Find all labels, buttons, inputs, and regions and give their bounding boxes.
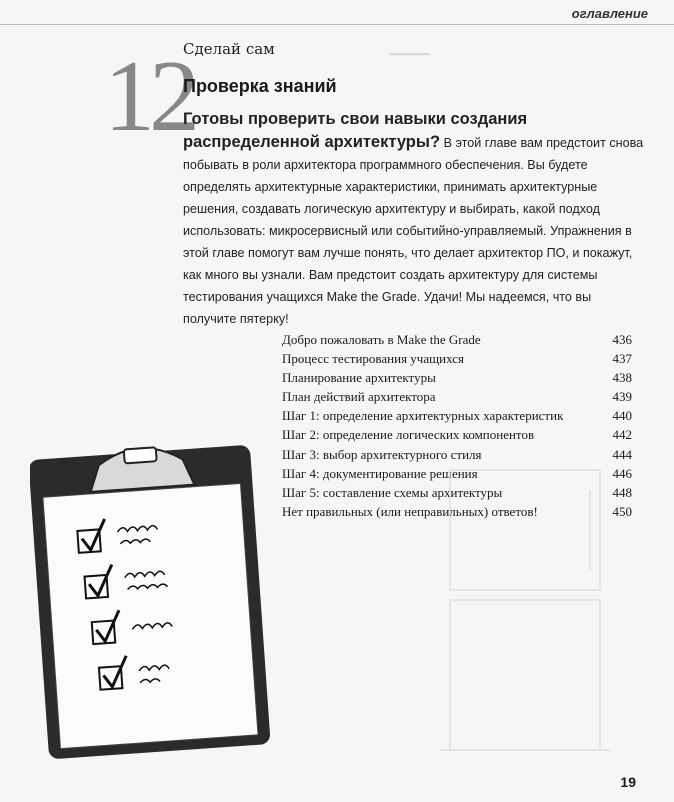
toc-entry-title: Нет правильных (или неправильных) ответов!	[282, 503, 538, 519]
toc-entry[interactable]	[282, 406, 632, 425]
toc-entry-page: 444	[612, 446, 632, 462]
series-label: Сделай сам	[183, 40, 275, 58]
toc-entry-title: Шаг 4: документирование решения	[282, 465, 478, 481]
chapter-number: 12	[104, 40, 194, 153]
toc-entry-title: Шаг 1: определение архитектурных характеристик	[282, 408, 564, 424]
toc-entry-title: Процесс тестирования учащихся	[282, 351, 464, 367]
toc-entry-title: Шаг 2: определение логических компонентов	[282, 427, 535, 443]
toc-entry-page: 438	[612, 370, 632, 386]
chapter-title: Проверка знаний	[183, 76, 337, 96]
toc-entry[interactable]	[282, 330, 632, 349]
intro-body: В этой главе вам предстоит снова побывать в роли архитектора программного обеспечения. Вы будете определять архитектурные характеристики, принимать архитектурные решения, создавать логическую архитектуру и выбирать, какой подход использовать: микросервисный или событийно-управляемый. Упражнения в этой главе помогут вам лучше понять, что делает архитектор ПО, и покажут, как много вы узнали. Вам предстоит создать архитектуру для системы тестирования учащихся Make the Grade. Удачи! Мы надеемся, что вы получите пятерку!	[183, 136, 644, 326]
toc-entry-page: 437	[612, 351, 632, 367]
toc-entry[interactable]	[282, 349, 632, 368]
toc-entry[interactable]	[282, 425, 632, 444]
toc-entry-page: 450	[612, 503, 632, 519]
toc-entry-page: 442	[612, 427, 632, 443]
section-label: оглавление	[571, 6, 648, 21]
toc-entry-page: 436	[612, 332, 632, 347]
toc-entry-page: 440	[612, 408, 632, 424]
toc-entry[interactable]	[282, 387, 632, 406]
toc-entry-page: 448	[612, 484, 632, 500]
toc-entry-title: План действий архитектора	[282, 389, 436, 405]
toc-entry-title: Шаг 3: выбор архитектурного стиля	[282, 446, 482, 462]
toc-entry-title: Добро пожаловать в Make the Grade	[282, 332, 481, 347]
toc-entry[interactable]	[282, 368, 632, 387]
toc-entry-title: Шаг 5: составление схемы архитектуры	[282, 484, 503, 500]
toc-entry-page: 439	[612, 389, 632, 405]
toc-entry-page: 446	[612, 465, 632, 481]
intro-lead: Готовы проверить свои навыки создания распределенной архитектуры?	[183, 110, 528, 151]
clipboard-checklist-illustration	[30, 430, 270, 760]
page-number: 19	[620, 774, 636, 790]
faded-appliance-sketch	[420, 460, 620, 760]
chapter-intro	[183, 108, 645, 330]
bleed-through-text: ▁▁▁▁	[390, 40, 430, 55]
toc-entry-title: Планирование архитектуры	[282, 370, 436, 386]
header-divider	[0, 24, 674, 25]
